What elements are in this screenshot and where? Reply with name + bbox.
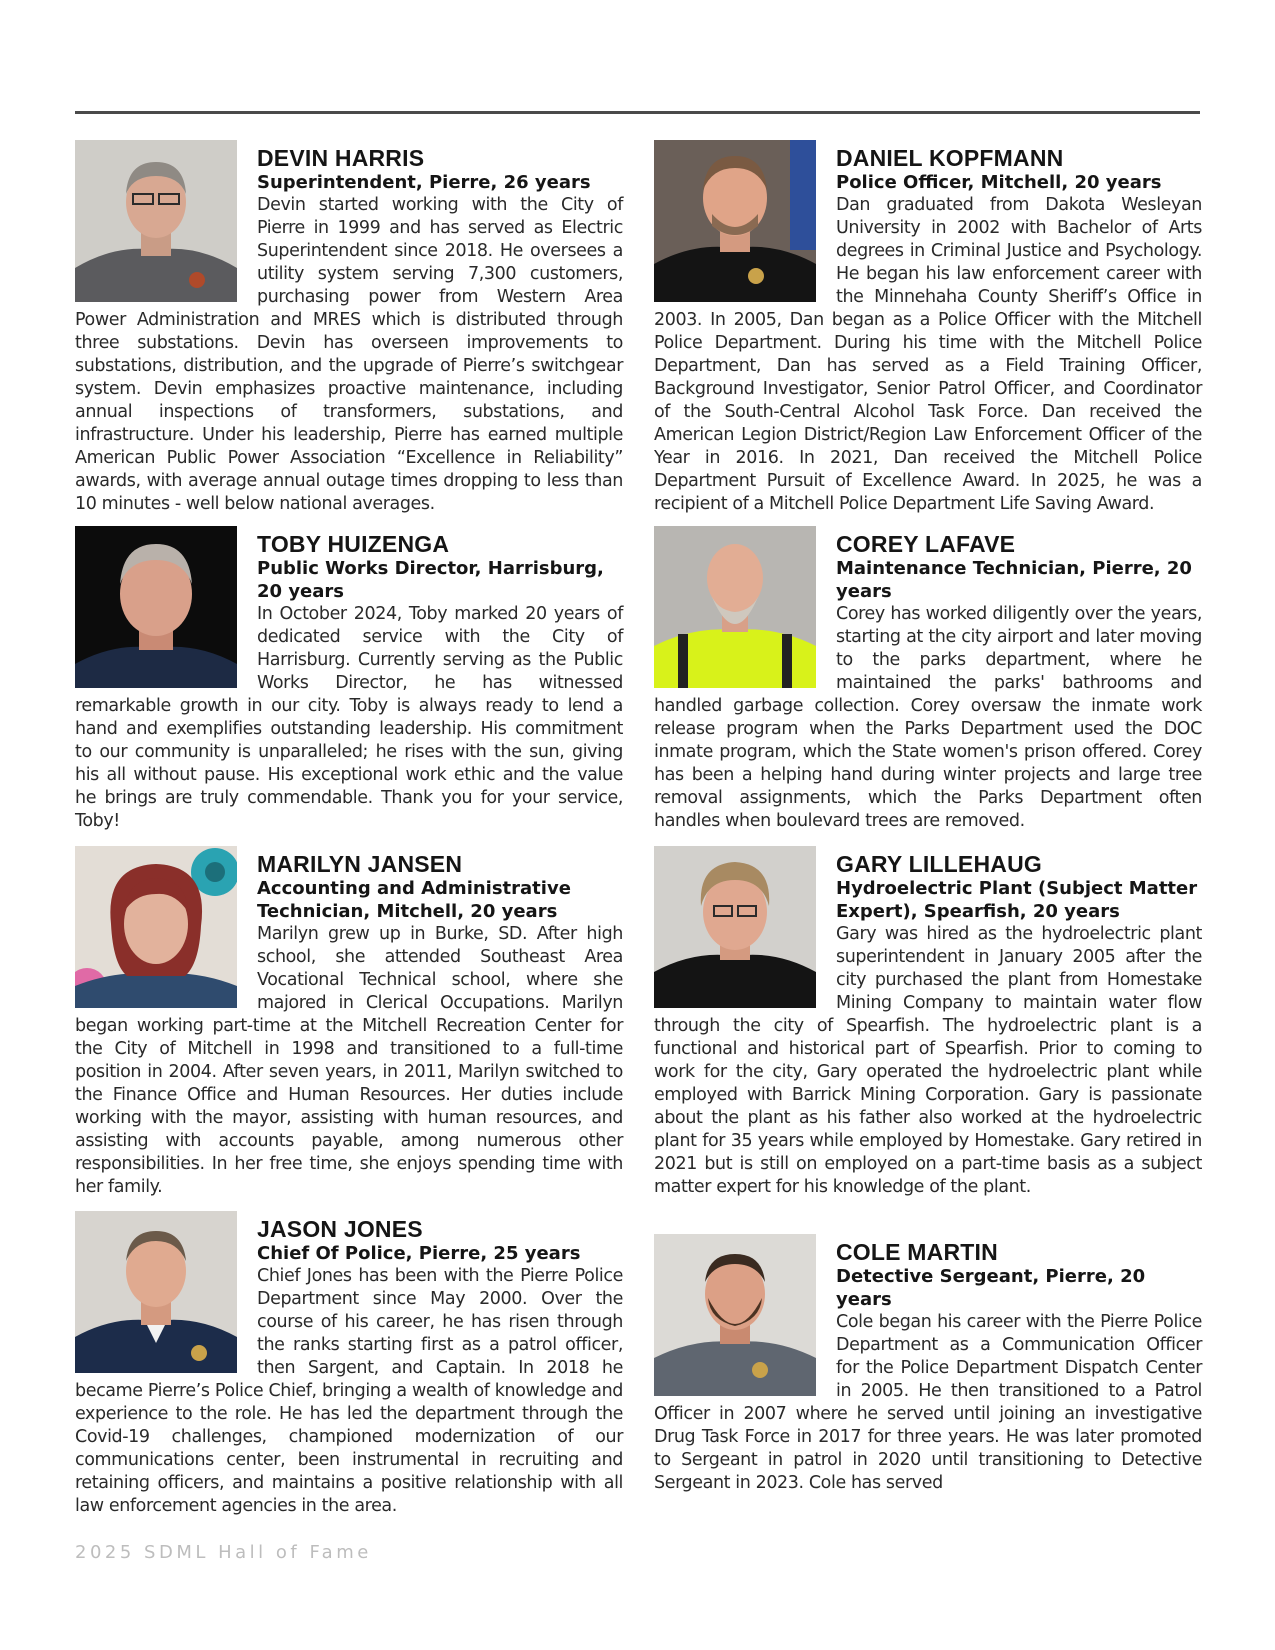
bio-toby-huizenga (75, 526, 623, 833)
person-name: JASON JONES (257, 1216, 423, 1242)
person-bio-text: Marilyn grew up in Burke, SD. After high school, she attended Southeast Area Vocational Technical school, where she majored in Clerical Occupations. Marilyn began working part-time at the Mitchell Recreation Center for the City of Mitchell in 1998 and transitioned to a full-time position in 2004. After seven years, in 2011, Marilyn switched to the Finance Office and Human Resources. Her duties include working with the mayor, assisting with human resources, and assisting with accounts payable, among numerous other responsibilities. In her free time, she enjoys spending time with her family. (75, 924, 623, 1197)
bio-gary-lillehaug (654, 846, 1202, 1199)
portrait-photo (654, 526, 816, 688)
bio-marilyn-jansen (75, 846, 623, 1199)
bio-corey-lafave (654, 526, 1202, 833)
person-name: COREY LAFAVE (836, 531, 1016, 557)
person-role: Maintenance Technician, Pierre, 20 years (836, 558, 1192, 602)
person-bio-text: Corey has worked diligently over the years, starting at the city airport and later moving to the parks department, where he maintained the parks' bathrooms and handled garbage collection. Corey oversaw the inmate work release program when the Parks Department used the DOC inmate program, which the State women's prison offered. Corey has been a helping hand during winter projects and large tree removal assignments, which the Parks Department often handles when boulevard trees are removed. (654, 604, 1202, 831)
bio-devin-harris (75, 140, 623, 516)
person-role: Detective Sergeant, Pierre, 20 years (836, 1266, 1146, 1310)
person-name: DANIEL KOPFMANN (836, 145, 1064, 171)
portrait-photo (75, 140, 237, 302)
bio-cole-martin (654, 1234, 1202, 1495)
portrait-photo (75, 526, 237, 688)
person-role: Superintendent, Pierre, 26 years (257, 172, 591, 193)
bio-daniel-kopfmann (654, 140, 1202, 516)
person-bio-text: In October 2024, Toby marked 20 years of dedicated service with the City of Harrisburg. Currently serving as the Public Works Director, he has witnessed remarkable growth in our city. Toby is always ready to lend a hand and exemplifies outstanding leadership. His commitment to our community is unparalleled; he rises with the sun, giving his all without pause. His exceptional work ethic and the value he brings are truly commendable. Thank you for your service, Toby! (75, 604, 623, 831)
person-name: TOBY HUIZENGA (257, 531, 450, 557)
portrait-photo (75, 846, 237, 1008)
portrait-photo (654, 846, 816, 1008)
person-role: Hydroelectric Plant (Subject Matter Expert), Spearfish, 20 years (836, 878, 1198, 922)
person-bio-text: Gary was hired as the hydroelectric plant superintendent in January 2005 after the city purchased the plant from Homestake Mining Company to maintain water flow through the city of Spearfish. The hydroelectric plant is a functional and historical part of Spearfish. Prior to coming to work for the city, Gary operated the hydroelectric plant while employed with Barrick Mining Corporation. Gary is passionate about the plant as his father also worked at the hydroelectric plant for 35 years while employed by Homestake. Gary retired in 2021 but is still on employed on a part-time basis as a subject matter expert for his knowledge of the plant. (654, 924, 1202, 1197)
person-role: Public Works Director, Harrisburg, 20 years (257, 558, 604, 602)
person-bio-text: Cole began his career with the Pierre Police Department as a Communication Officer for the Police Department Dispatch Center in 2005. He then transitioned to a Patrol Officer in 2007 where he served until joining an investigative Drug Task Force in 2017 for three years. He was later promoted to Sergeant in patrol in 2020 until transitioning to Detective Sergeant in 2023. Cole has served (654, 1312, 1202, 1493)
person-role: Police Officer, Mitchell, 20 years (836, 172, 1162, 193)
portrait-photo (654, 1234, 816, 1396)
person-role: Chief Of Police, Pierre, 25 years (257, 1243, 581, 1264)
person-bio-text: Chief Jones has been with the Pierre Police Department since May 2000. Over the course of his career, he has risen through the ranks starting first as a patrol officer, then Sargent, and Captain. In 2018 he became Pierre’s Police Chief, bringing a wealth of knowledge and experience to the role. He has led the department through the Covid-19 challenges, championed modernization of our communications center, been instrumental in recruiting and retaining officers, and maintains a positive relationship with all law enforcement agencies in the area. (75, 1266, 623, 1516)
person-bio-text: Dan graduated from Dakota Wesleyan University in 2002 with Bachelor of Arts degrees in Criminal Justice and Psychology. He began his law enforcement career with the Minnehaha County Sheriff’s Office in 2003. In 2005, Dan began as a Police Officer with the Mitchell Police Department. During his time with the Mitchell Police Department, Dan has served as a Field Training Officer, Background Investigator, Senior Patrol Officer, and Coordinator of the South-Central Alcohol Task Force. Dan received the American Legion District/Region Law Enforcement Officer of the Year in 2016. In 2021, Dan received the Mitchell Police Department Pursuit of Excellence Award. In 2025, he was a recipient of a Mitchell Police Department Life Saving Award. (654, 195, 1202, 514)
person-bio-text: Devin started working with the City of Pierre in 1999 and has served as Electric Superintendent since 2018. He oversees a utility system serving 7,300 customers, purchasing power from Western Area Power Administration and MRES which is distributed through three substations. Devin has overseen improvements to substations, distribution, and the upgrade of Pierre’s switchgear system. Devin emphasizes proactive maintenance, including annual inspections of transformers, substations, and infrastructure. Under his leadership, Pierre has earned multiple American Public Power Association “Excellence in Reliability” awards, with average annual outage times dropping to less than 10 minutes - well below national averages. (75, 195, 623, 514)
top-rule (75, 111, 1200, 114)
page-footer: 2025 SDML Hall of Fame (75, 1542, 372, 1563)
person-name: COLE MARTIN (836, 1239, 998, 1265)
person-name: DEVIN HARRIS (257, 145, 425, 171)
portrait-photo (75, 1211, 237, 1373)
person-role: Accounting and Administrative Technician, Mitchell, 20 years (257, 878, 571, 922)
bio-jason-jones (75, 1211, 623, 1518)
person-name: GARY LILLEHAUG (836, 851, 1042, 877)
person-name: MARILYN JANSEN (257, 851, 463, 877)
portrait-photo (654, 140, 816, 302)
